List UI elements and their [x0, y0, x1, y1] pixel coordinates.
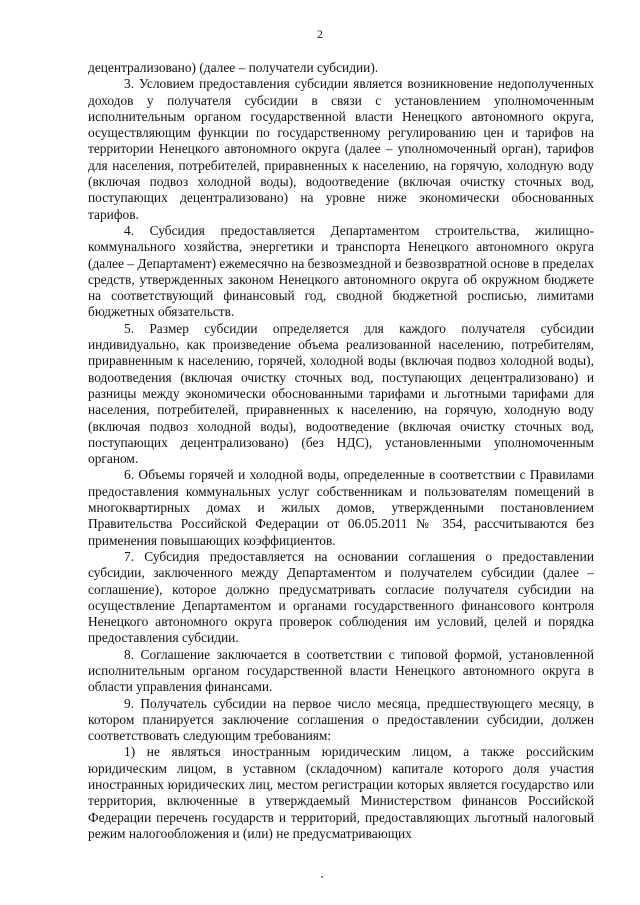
page-number: 2 — [317, 27, 323, 41]
paragraph-7: 7. Субсидия предоставляется на основании соглашения о предоставлении субсидии, заключенного между Департаментом и получателем субсидии (далее – соглашение), которое должно предусматривать согласие получателя субсидии на осуществление Департаментом и органами государственного финансового контроля Ненецкого автономного округа проверок соблюдения им условий, целей и порядка предоставления субсидии. — [88, 548, 594, 646]
paragraph-continuation: децентрализовано) (далее – получатели субсидии). — [88, 60, 379, 75]
paragraph-6: 6. Объемы горячей и холодной воды, определенные в соответствии с Правилами предоставления коммунальных услуг собственникам и пользователям помещений в многоквартирных домах и жилых домов, утвержденными постановлением Правительства Российской Федерации от 06.05.2011 № 354, рассчитываются без применения повышающих коэффициентов. — [88, 467, 594, 548]
paragraph-9: 9. Получатель субсидии на первое число месяца, предшествующего месяцу, в котором планируется заключение соглашения о предоставлении субсидии, должен соответствовать следующим требованиям: — [88, 695, 594, 744]
list-item-1: 1) не являться иностранным юридическим лицом, а также российским юридическим лицом, в уставном (складочном) капитале которого доля участия иностранных юридических лиц, местом регистрации которых является государство или территория, включенные в утверждаемый Министерством финансов Российской Федерации перечень государств и территорий, предоставляющих льготный налоговый режим налогообложения и (или) не предусматривающих — [88, 744, 594, 841]
paragraph-3: 3. Условием предоставления субсидии является возникновение недополученных доходов у получателя субсидии в связи с установлением уполномоченным исполнительным органом государственной власти Ненецкого автономного округа, осуществляющим функции по государственному регулированию цен и тарифов на территории Ненецкого автономного округа (далее – уполномоченный орган), тарифов для населения, потребителей, приравненных к населению, на горячую, холодную воду (включая подвоз холодной воды), водоотведение (включая очистку сточных вод, поступающих децентрализовано) на уровне ниже экономически обоснованных тарифов. — [88, 76, 594, 222]
document-body — [88, 60, 594, 842]
scan-dot-mark — [321, 876, 323, 878]
paragraph-5: 5. Размер субсидии определяется для каждого получателя субсидии индивидуально, как произведение объема реализованной населению, потребителям, приравненным к населению, горячей, холодной воды (включая подвоз холодной воды), водоотведения (включая очистку сточных вод, поступающих децентрализовано) и разницы между экономически обоснованными тарифами и льготными тарифами для населения, потребителей, приравненных к населению, на горячую, холодную воду (включая подвоз холодной воды), водоотведение (включая очистку сточных вод, поступающих децентрализовано) (без НДС), установленными уполномоченным органом. — [88, 320, 594, 467]
paragraph-4: 4. Субсидия предоставляется Департаментом строительства, жилищно-коммунального хозяйства, энергетики и транспорта Ненецкого автономного округа (далее – Департамент) ежемесячно на безвозмездной и безвозвратной основе в пределах средств, утвержденных законом Ненецкого автономного округа об окружном бюджете на соответствующий финансовый год, сводной бюджетной росписью, лимитами бюджетных обязательств. — [88, 222, 594, 320]
paragraph-8: 8. Соглашение заключается в соответствии с типовой формой, установленной исполнительным органом государственной власти Ненецкого автономного округа в области управления финансами. — [88, 646, 594, 695]
